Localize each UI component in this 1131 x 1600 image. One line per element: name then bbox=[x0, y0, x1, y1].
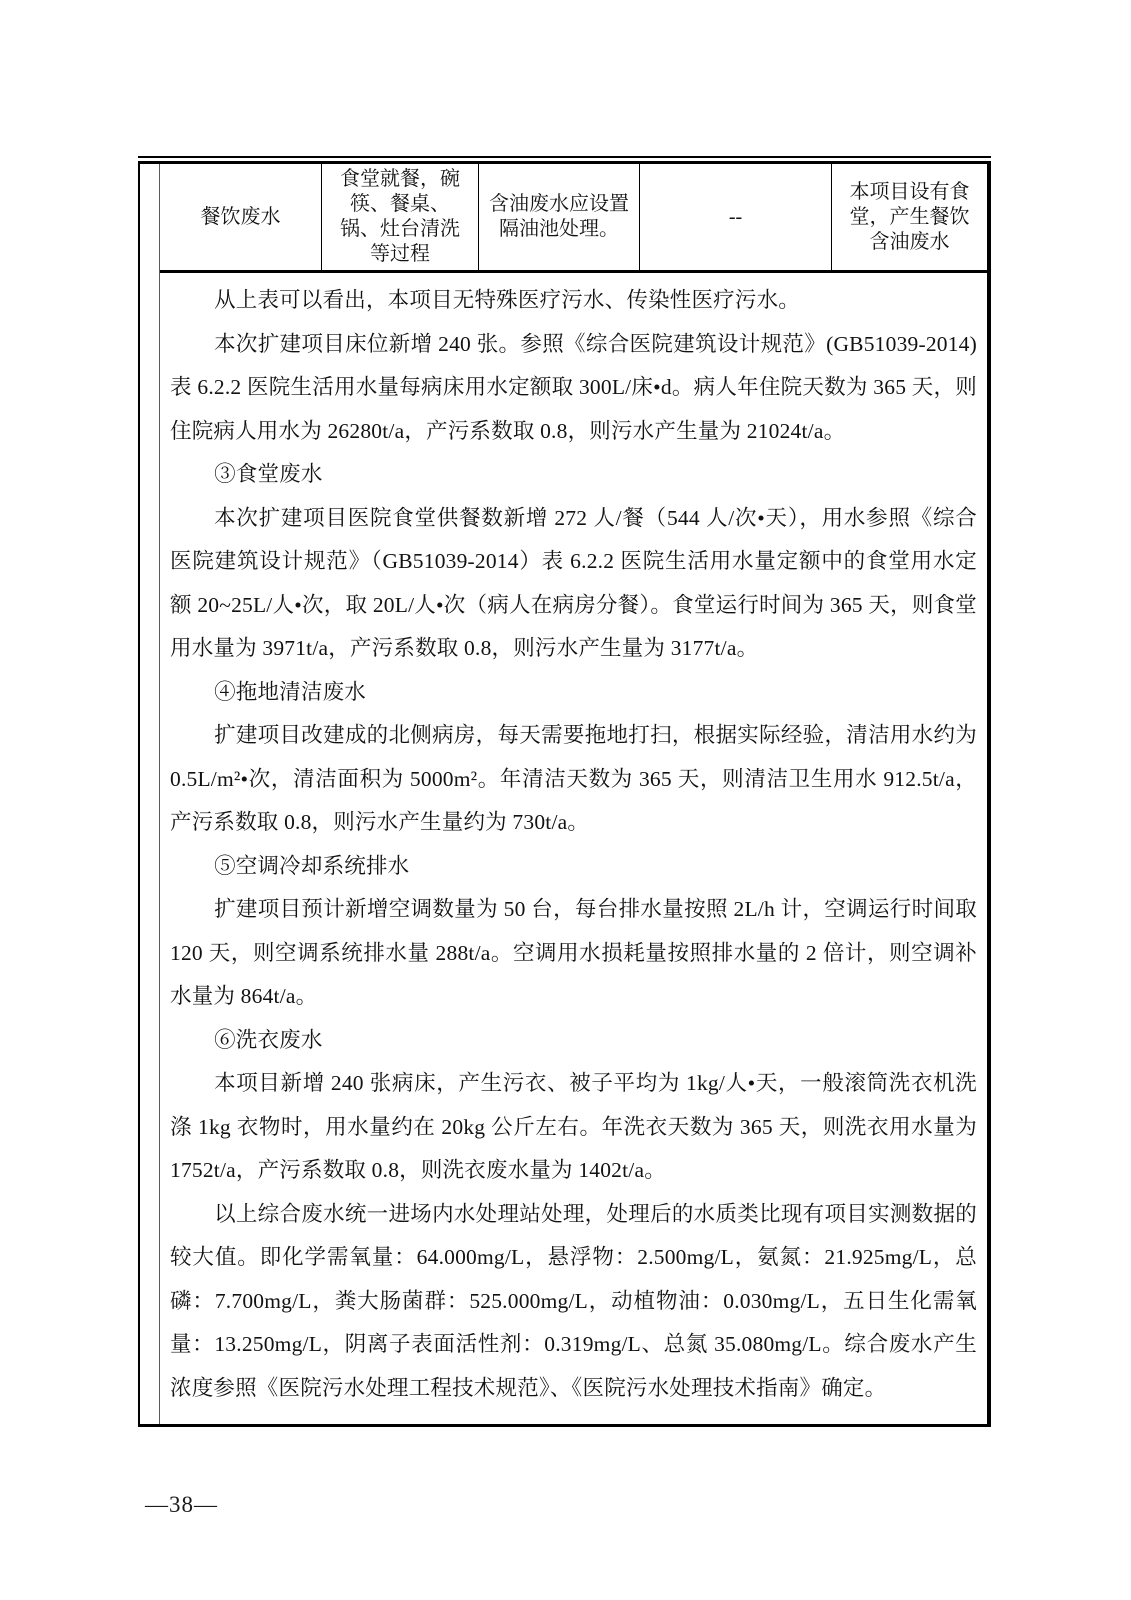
para-ac-water: 扩建项目预计新增空调数量为 50 台，每台排水量按照 2L/h 计，空调运行时间取 120 天，则空调系统排水量 288t/a。空调用水损耗量按照排水量的 2 倍计，则空调补水量为 864t/a。 bbox=[170, 897, 977, 1008]
heading-ac-cooling-drain: ⑤空调冷却系统排水 bbox=[214, 853, 410, 878]
para-laundry-water: 本项目新增 240 张病床，产生污衣、被子平均为 1kg/人•天，一般滚筒洗衣机洗涤 1kg 衣物时，用水量约在 20kg 公斤左右。年洗衣天数为 365 天，则洗衣用水量为 1752t/a，产污系数取 0.8，则洗衣废水量为 1402t/a。 bbox=[170, 1071, 977, 1182]
table-main-column bbox=[160, 164, 987, 1424]
heading-mopping-wastewater: ④拖地清洁废水 bbox=[214, 679, 366, 704]
heading-canteen-wastewater: ③食堂废水 bbox=[214, 462, 323, 486]
cell-pollutant: 餐饮废水 bbox=[160, 164, 322, 270]
cell-standard: -- bbox=[640, 164, 832, 270]
cell-process: 食堂就餐，碗筷、餐桌、锅、灶台清洗等过程 bbox=[322, 164, 479, 270]
table-row-canteen-wastewater bbox=[160, 164, 987, 273]
cell-measure: 含油废水应设置隔油池处理。 bbox=[479, 164, 640, 270]
table-left-margin-column bbox=[140, 164, 160, 1424]
table-top-rule bbox=[138, 156, 991, 158]
para-combined-wastewater-quality: 以上综合废水统一进场内水处理站处理，处理后的水质类比现有项目实测数据的较大值。即化学需氧量：64.000mg/L，悬浮物：2.500mg/L，氨氮：21.925mg/L，总磷：7.700mg/L，粪大肠菌群：525.000mg/L，动植物油：0.030mg/L，五日生化需氧量：13.250mg/L，阴离子表面活性剂：0.319mg/L、总氮 35.080mg/L。综合废水产生浓度参照《医院污水处理工程技术规范》、《医院污水处理技术指南》确定。 bbox=[170, 1201, 977, 1400]
page-number: —38— bbox=[145, 1492, 218, 1517]
body-text-cell bbox=[160, 273, 987, 1424]
wastewater-table bbox=[138, 161, 991, 1427]
para-inpatient-water: 本次扩建项目床位新增 240 张。参照《综合医院建筑设计规范》(GB51039-2014) 表 6.2.2 医院生活用水量每病床用水定额取 300L/床•d。病人年住院天数为 365 天，则住院病人用水为 26280t/a，产污系数取 0.8，则污水产生量为 21024t/a。 bbox=[170, 331, 977, 443]
cell-remark: 本项目设有食堂，产生餐饮含油废水 bbox=[849, 180, 970, 253]
para-canteen-water: 本次扩建项目医院食堂供餐数新增 272 人/餐（544 人/次•天），用水参照《综合医院建筑设计规范》（GB51039-2014）表 6.2.2 医院生活用水量定额中的食堂用水定额 20~25L/人•次，取 20L/人•次（病人在病房分餐）。食堂运行时间为 365 天，则食堂用水量为 3971t/a，产污系数取 0.8，则污水产生量为 3177t/a。 bbox=[170, 505, 977, 660]
para-mopping-water: 扩建项目改建成的北侧病房，每天需要拖地打扫，根据实际经验，清洁用水约为 0.5L/m²•次，清洁面积为 5000m²。年清洁天数为 365 天，则清洁卫生用水 912.5t/a，产污系数取 0.8，则污水产生量约为 730t/a。 bbox=[170, 723, 977, 834]
heading-laundry-wastewater: ⑥洗衣废水 bbox=[214, 1027, 323, 1052]
para-table-conclusion: 从上表可以看出，本项目无特殊医疗污水、传染性医疗污水。 bbox=[214, 288, 800, 312]
